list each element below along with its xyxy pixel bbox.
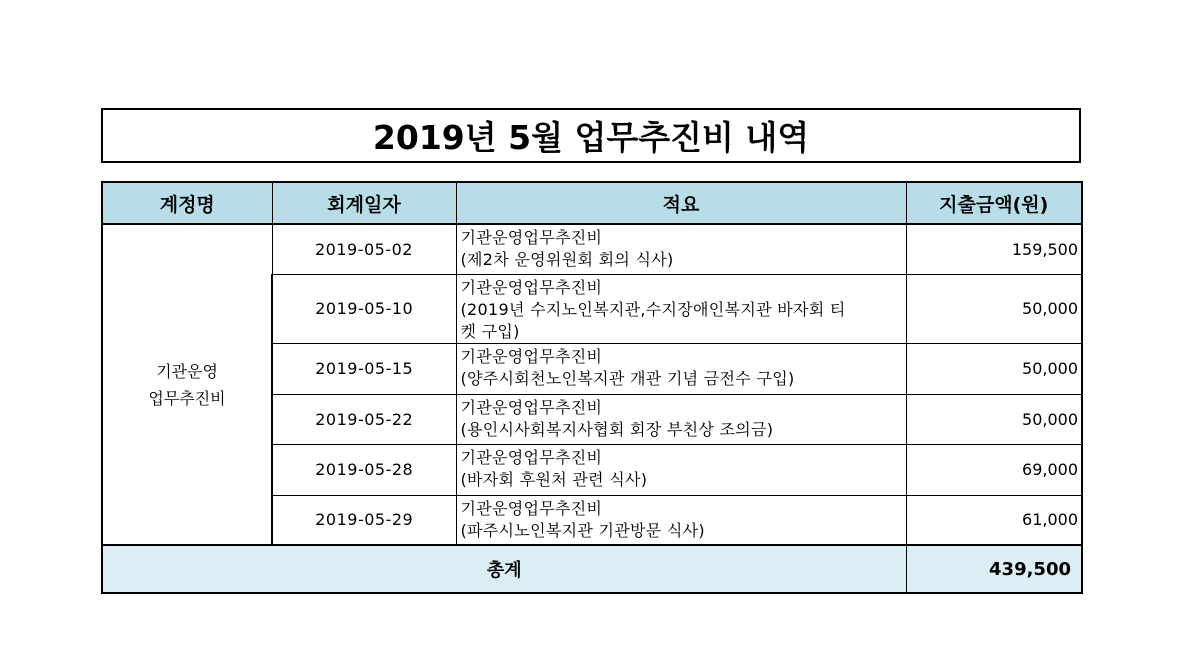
date-cell: 2019-05-10 bbox=[272, 274, 456, 343]
description-line: 기관운영업무추진비 bbox=[460, 346, 603, 366]
description-detail: (양주시회천노인복지관 개관 기념 금전수 구입) bbox=[460, 368, 795, 388]
expense-table bbox=[101, 181, 1083, 594]
description-line: 기관운영업무추진비 bbox=[460, 228, 603, 247]
description-cell bbox=[456, 495, 906, 545]
description-cell bbox=[456, 394, 906, 444]
total-label: 총계 bbox=[102, 545, 906, 593]
account-name-cell bbox=[102, 224, 272, 545]
amount-cell: 69,000 bbox=[906, 444, 1082, 495]
header-amount: 지출금액(원) bbox=[906, 182, 1082, 224]
amount-cell: 50,000 bbox=[906, 343, 1082, 394]
description-line: 기관운영업무추진비 bbox=[460, 397, 603, 417]
date-cell: 2019-05-29 bbox=[272, 495, 456, 545]
description-line: 기관운영업무추진비 bbox=[460, 498, 603, 518]
description-detail: (제2차 운영위원회 회의 식사) bbox=[460, 250, 674, 269]
account-name-line2: 업무추진비 bbox=[148, 388, 226, 408]
description-line: 기관운영업무추진비 bbox=[460, 447, 603, 467]
header-description: 적요 bbox=[456, 182, 906, 224]
description-detail: (2019년 수지노인복지관,수지장애인복지관 바자회 티 bbox=[460, 299, 846, 319]
document-title-box bbox=[101, 108, 1081, 163]
description-line: 기관운영업무추진비 bbox=[460, 277, 603, 297]
document-title: 2019년 5월 업무추진비 내역 bbox=[372, 118, 810, 157]
description-detail: (용인시사회복지사협회 회장 부친상 조의금) bbox=[460, 419, 774, 439]
description-detail: (파주시노인복지관 기관방문 식사) bbox=[460, 520, 705, 540]
date-cell: 2019-05-02 bbox=[272, 224, 456, 274]
amount-cell: 50,000 bbox=[906, 394, 1082, 444]
description-detail: (바자회 후원처 관련 식사) bbox=[460, 469, 648, 489]
table-header-row bbox=[102, 182, 1082, 224]
total-amount: 439,500 bbox=[906, 545, 1082, 593]
header-account: 계정명 bbox=[102, 182, 272, 224]
date-cell: 2019-05-22 bbox=[272, 394, 456, 444]
amount-cell: 159,500 bbox=[906, 224, 1082, 274]
total-row bbox=[102, 545, 1082, 593]
description-detail-cont: 켓 구입) bbox=[460, 321, 520, 341]
amount-cell: 61,000 bbox=[906, 495, 1082, 545]
amount-cell: 50,000 bbox=[906, 274, 1082, 343]
description-cell bbox=[456, 444, 906, 495]
table-row bbox=[102, 224, 1082, 274]
account-name-line1: 기관운영 bbox=[156, 361, 218, 381]
description-cell bbox=[456, 224, 906, 274]
description-cell bbox=[456, 343, 906, 394]
header-date: 회계일자 bbox=[272, 182, 456, 224]
date-cell: 2019-05-15 bbox=[272, 343, 456, 394]
description-cell bbox=[456, 274, 906, 343]
date-cell: 2019-05-28 bbox=[272, 444, 456, 495]
